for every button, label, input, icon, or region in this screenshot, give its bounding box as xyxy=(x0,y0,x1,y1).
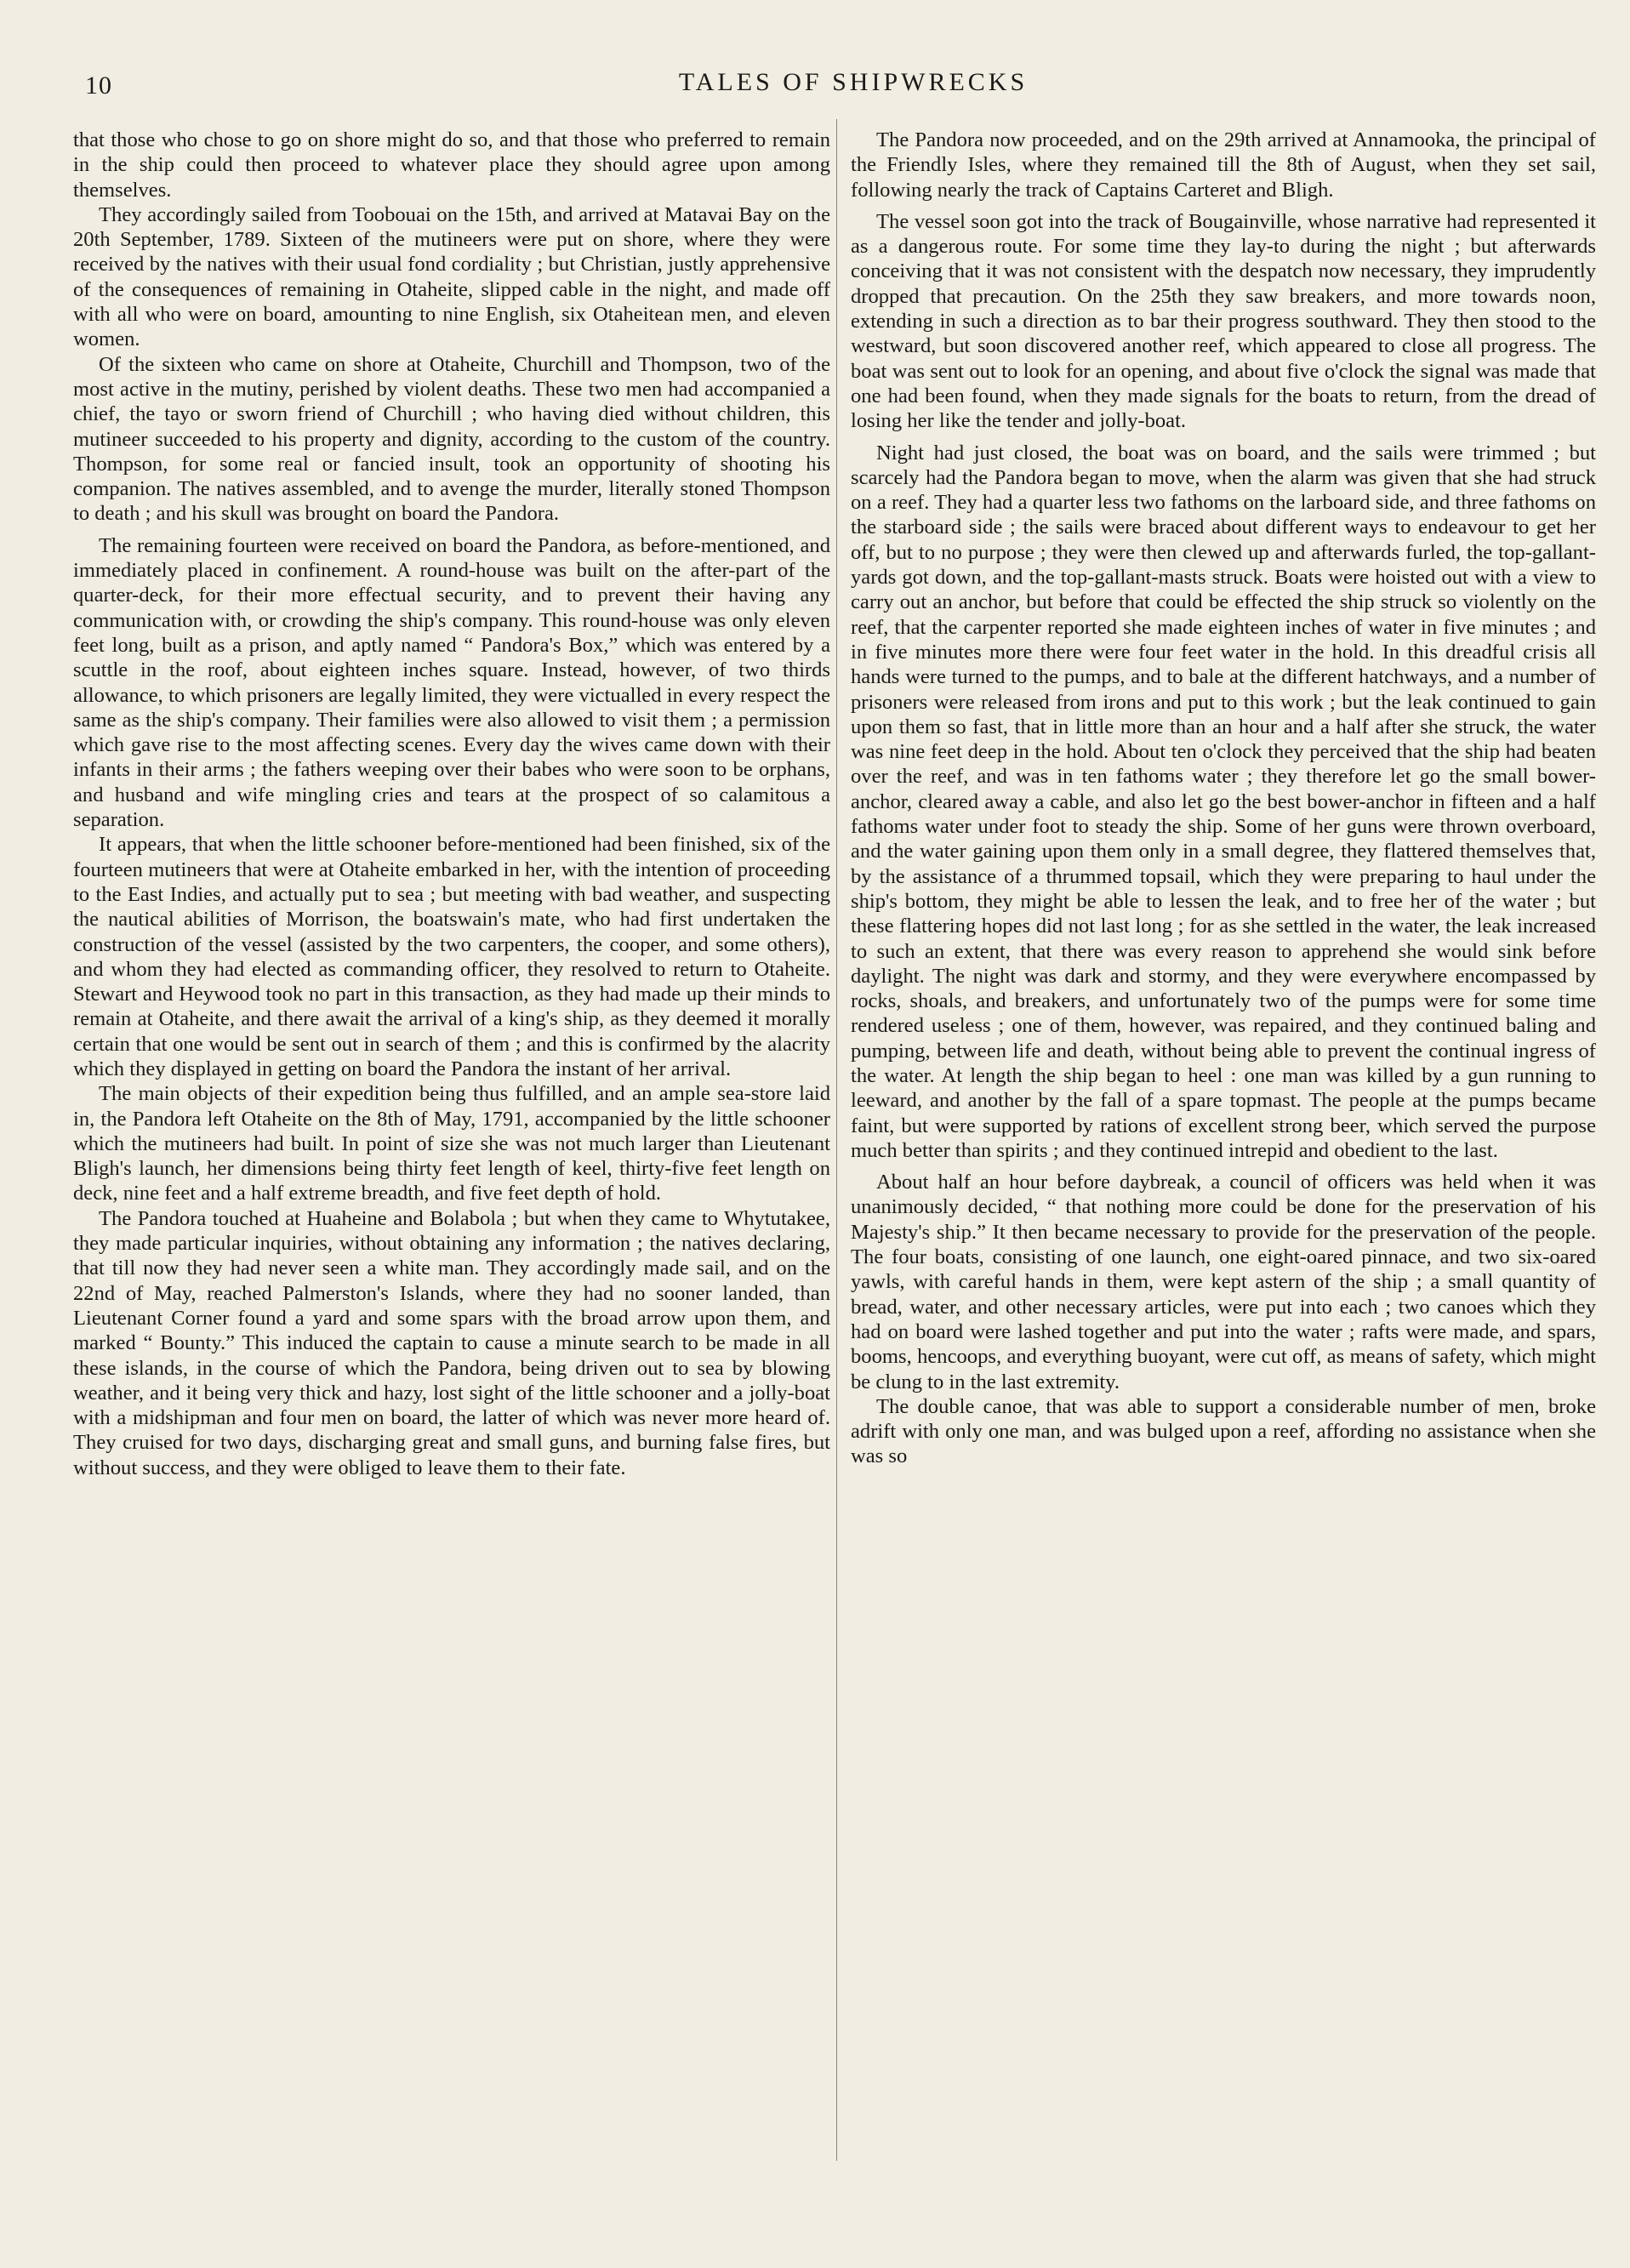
paragraph: Of the sixteen who came on shore at Otaheite, Churchill and Thompson, two of the most active in the mutiny, perished by violent deaths. These two men had accompanied a chief, the tayo or sworn friend of Churchill ; who having died without children, this mutineer succeeded to his property and dignity, according to the custom of the country. Thompson, for some real or fancied insult, took an opportunity of shooting his companion. The natives assembled, and to avenge the murder, literally stoned Thompson to death ; and his skull was brought on board the Pandora. xyxy=(73,352,830,526)
right-column xyxy=(851,128,1596,1469)
paragraph: The main objects of their expedition being thus fulfilled, and an ample sea-store laid in, the Pandora left Otaheite on the 8th of May, 1791, accompanied by the little schooner which the mutineers had built. In point of size she was not much larger than Lieutenant Bligh's launch, her dimensions being thirty feet length of keel, thirty-five feet length on deck, nine feet and a half extreme breadth, and five feet depth of hold. xyxy=(73,1082,830,1205)
paragraph: About half an hour before daybreak, a council of officers was held when it was unanimously decided, “ that nothing more could be done for the preservation of his Majesty's ship.” It then became necessary to provide for the preservation of the people. The four boats, consisting of one launch, one eight-oared pinnace, and two six-oared yawls, with careful hands in them, were kept astern of the ship ; a small quantity of bread, water, and other necessary articles, were put into each ; two canoes which they had on board were lashed together and put into the water ; rafts were made, and spars, booms, hencoops, and everything buoyant, were cut off, as means of safety, which might be clung to in the last extremity. xyxy=(851,1171,1596,1393)
paragraph: The double canoe, that was able to support a considerable number of men, broke adrift with only one man, and was bulged upon a reef, affording no assistance when she was so xyxy=(851,1394,1596,1468)
paragraph: The Pandora touched at Huaheine and Bolabola ; but when they came to Whytutakee, they made particular inquiries, without obtaining any information ; the natives declaring, that till now they had never seen a white man. They accordingly made sail, and on the 22nd of May, reached Palmerston's Islands, where they had no sooner landed, than Lieutenant Corner found a yard and some spars with the broad arrow upon them, and marked “ Bounty.” This induced the captain to cause a minute search to be made in all these islands, in the course of which the Pandora, being driven out to sea by blowing weather, and it being very thick and hazy, lost sight of the little schooner and a jolly-boat with a midshipman and four men on board, the latter of which was never more heard of. They cruised for two days, discharging great and small guns, and burning false fires, but without success, and they were obliged to leave them to their fate. xyxy=(73,1206,830,1479)
paragraph: The Pandora now proceeded, and on the 29th arrived at Annamooka, the principal of the Friendly Isles, where they remained till the 8th of August, when they set sail, following nearly the track of Captains Carteret and Bligh. xyxy=(851,128,1596,202)
paragraph: that those who chose to go on shore might do so, and that those who preferred to remain in the ship could then proceed to whatever place they should agree upon among themselves. xyxy=(73,128,830,202)
left-column xyxy=(73,128,830,1480)
paragraph: The vessel soon got into the track of Bougainville, whose narrative had represented it as a dangerous route. For some time they lay-to during the night ; but afterwards conceiving that it was not consistent with the despatch now necessary, they imprudently dropped that precaution. On the 25th they saw breakers, and more towards noon, extending in such a direction as to bar their progress southward. They then stood to the westward, but soon discovered another reef, which appeared to close all progress. The boat was sent out to look for an opening, and about five o'clock the signal was made that one had been found, when they made signals for the boats to return, from the dread of losing her like the tender and jolly-boat. xyxy=(851,209,1596,433)
column-divider xyxy=(836,119,837,2161)
paragraph: Night had just closed, the boat was on board, and the sails were trimmed ; but scarcely had the Pandora began to move, when the alarm was given that she had struck on a reef. They had a quarter less two fathoms on the larboard side, and three fathoms on the starboard side ; the sails were braced about different ways to endeavour to get her off, but to no purpose ; they were then clewed up and afterwards furled, the top-gallant-yards got down, and the top-gallant-masts struck. Boats were hoisted out with a view to carry out an anchor, but before that could be effected the ship struck so violently on the reef, that the carpenter reported she made eighteen inches of water in five minutes ; and in five minutes more there were four feet water in the hold. In this dreadful crisis all hands were turned to the pumps, and to bale at the different hatchways, and a number of prisoners were released from irons and put to this work ; but the leak continued to gain upon them so fast, that in little more than an hour and a half after she struck, the water was nine feet deep in the hold. About ten o'clock they perceived that the ship had beaten over the reef, and was in ten fathoms water ; they therefore let go the small bower-anchor, cleared away a cable, and also let go the best bower-anchor in fifteen and a half fathoms water under foot to steady the ship. Some of her guns were thrown overboard, and the water gaining upon them only in a small degree, they flattered themselves that, by the assistance of a thrummed topsail, which they were preparing to haul under the ship's bottom, they might be able to lessen the leak, and to free her of the water ; but these flattering hopes did not last long ; for as she settled in the water, the leak increased to such an extent, that there was every reason to apprehend she would sink before daylight. The night was dark and stormy, and they were everywhere encompassed by rocks, shoals, and breakers, and unfortunately two of the pumps were for some time rendered useless ; one of them, however, was repaired, and they continued baling and pumping, between life and death, without being able to prevent the continual ingress of the water. At length the ship began to heel : one man was killed by a gun running to leeward, and another by the fall of a spare topmast. The people at the pumps became faint, but were supported by rations of excellent strong beer, which served the purpose much better than spirits ; and they continued intrepid and obedient to the last. xyxy=(851,441,1596,1162)
paragraph: They accordingly sailed from Toobouai on the 15th, and arrived at Matavai Bay on the 20th September, 1789. Sixteen of the mutineers were put on shore, where they were received by the natives with their usual fond cordiality ; but Christian, justly apprehensive of the consequences of remaining in Otaheite, slipped cable in the night, and made off with all who were on board, amounting to nine English, six Otaheitean men, and eleven women. xyxy=(73,202,830,351)
paragraph: The remaining fourteen were received on board the Pandora, as before-mentioned, and immediately placed in confinement. A round-house was built on the after-part of the quarter-deck, for their more effectual security, and to prevent their having any communication with, or crowding the ship's company. This round-house was only eleven feet long, built as a prison, and aptly named “ Pandora's Box,” which was entered by a scuttle in the roof, about eighteen inches square. Instead, however, of two thirds allowance, to which prisoners are legally limited, they were victualled in every respect the same as the ship's company. Their families were also allowed to visit them ; a permission which gave rise to the most affecting scenes. Every day the wives came down with their infants in their arms ; the fathers weeping over their babes who were soon to be orphans, and husband and wife mingling cries and tears at the prospect of so calamitous a separation. xyxy=(73,533,830,832)
running-title: TALES OF SHIPWRECKS xyxy=(678,68,1029,96)
paragraph: It appears, that when the little schooner before-mentioned had been finished, six of the fourteen mutineers that were at Otaheite embarked in her, with the intention of proceeding to the East Indies, and actually put to sea ; but meeting with bad weather, and suspecting the nautical abilities of Morrison, the boatswain's mate, who had first undertaken the construction of the vessel (assisted by the two carpenters, the cooper, and some others), and whom they had elected as commanding officer, they resolved to return to Otaheite. Stewart and Heywood took no part in this transaction, as they had made up their minds to remain at Otaheite, and there await the arrival of a king's ship, as they deemed it morally certain that one would be sent out in search of them ; and this is confirmed by the alacrity which they displayed in getting on board the Pandora the instant of her arrival. xyxy=(73,833,830,1080)
page-number: 10 xyxy=(85,71,112,100)
